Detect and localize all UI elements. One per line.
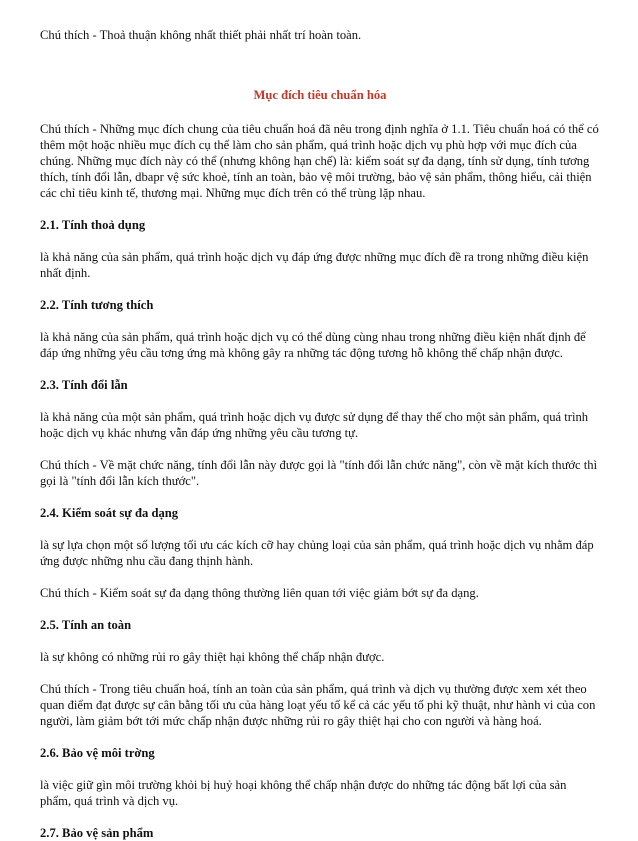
paragraph-2-4: là sự lựa chọn một số lượng tối ưu các kích cỡ hay chủng loại của sản phẩm, quá trình hoặc dịch vụ nhằm đáp ứng được những nhu cầu đang thịnh hành.: [40, 538, 594, 568]
top-note: Chú thích - Thoả thuận không nhất thiết phải nhất trí hoàn toàn.: [40, 28, 362, 42]
heading-2-1: 2.1. Tính thoả dụng: [40, 218, 146, 232]
paragraph-2-3: là khả năng của một sản phẩm, quá trình hoặc dịch vụ được sử dụng để thay thế cho một sản phẩm, quá trình hoặc dịch vụ khác nhưng vẫn đáp ứng những yêu cầu tương tự.: [40, 410, 589, 440]
note-2-5: Chú thích - Trong tiêu chuẩn hoá, tính an toàn của sản phẩm, quá trình và dịch vụ thường được xem xét theo quan điểm đạt được sự cân bằng tối ưu của hàng loạt yếu tố kể cả các yếu tố phi kỹ thuật, như hành vi của con người, làm giảm bớt tới mức chấp nhận được những rủi ro gây thiệt hại cho con người và hàng hoá.: [40, 682, 596, 728]
heading-2-3: 2.3. Tính đổi lẫn: [40, 378, 128, 392]
heading-2-7: 2.7. Bảo vệ sản phẩm: [40, 826, 154, 840]
section-title: Mục đích tiêu chuẩn hóa: [253, 88, 387, 102]
heading-2-2: 2.2. Tính tương thích: [40, 298, 154, 312]
paragraph-2-2: là khả năng của sản phẩm, quá trình hoặc dịch vụ có thể dùng cùng nhau trong những điều kiện nhất định để đáp ứng những yêu cầu tơng ứng mà không gây ra những tác động tương hỗ không thể chấp nhận được.: [40, 330, 586, 360]
paragraph-2-1: là khả năng của sản phẩm, quá trình hoặc dịch vụ đáp ứng được những mục đích đề ra trong những điều kiện nhất định.: [40, 250, 589, 280]
intro-note: Chú thích - Những mục đích chung của tiêu chuẩn hoá đã nêu trong định nghĩa ở 1.1. Tiêu chuẩn hoá có thể có thêm một hoặc nhiều mục đích cụ thể làm cho sản phẩm, quá trình hoặc dịch vụ phù hợp với mục đích của chúng. Những mục đích này có thể (nhưng không hạn chế) là: kiểm soát sự đa dạng, tính sử dụng, tính tương thích, tính đổi lẫn, dbapr vệ sức khoẻ, tính an toàn, bảo vệ môi trường, bảo vệ sản phẩm, thông hiểu, cải thiện các chỉ tiêu kinh tế, thương mại. Những mục đích trên có thể trùng lặp nhau.: [40, 122, 599, 200]
heading-2-5: 2.5. Tính an toàn: [40, 618, 132, 632]
paragraph-2-6: là việc giữ gìn môi trường khỏi bị huỷ hoại không thể chấp nhận được do những tác động bất lợi của sản phẩm, quá trình và dịch vụ.: [40, 778, 567, 808]
note-2-3: Chú thích - Về mặt chức năng, tính đổi lẫn này được gọi là "tính đổi lẫn chức năng", còn về mặt kích thước thì gọi là "tính đổi lẫn kích thước".: [40, 458, 598, 488]
heading-2-6: 2.6. Bảo vệ môi trờng: [40, 746, 155, 760]
heading-2-4: 2.4. Kiểm soát sự đa dạng: [40, 506, 179, 520]
paragraph-2-5: là sự không có những rủi ro gây thiệt hại không thể chấp nhận được.: [40, 650, 385, 664]
note-2-4: Chú thích - Kiểm soát sự đa dạng thông thường liên quan tới việc giảm bớt sự đa dạng.: [40, 586, 479, 600]
